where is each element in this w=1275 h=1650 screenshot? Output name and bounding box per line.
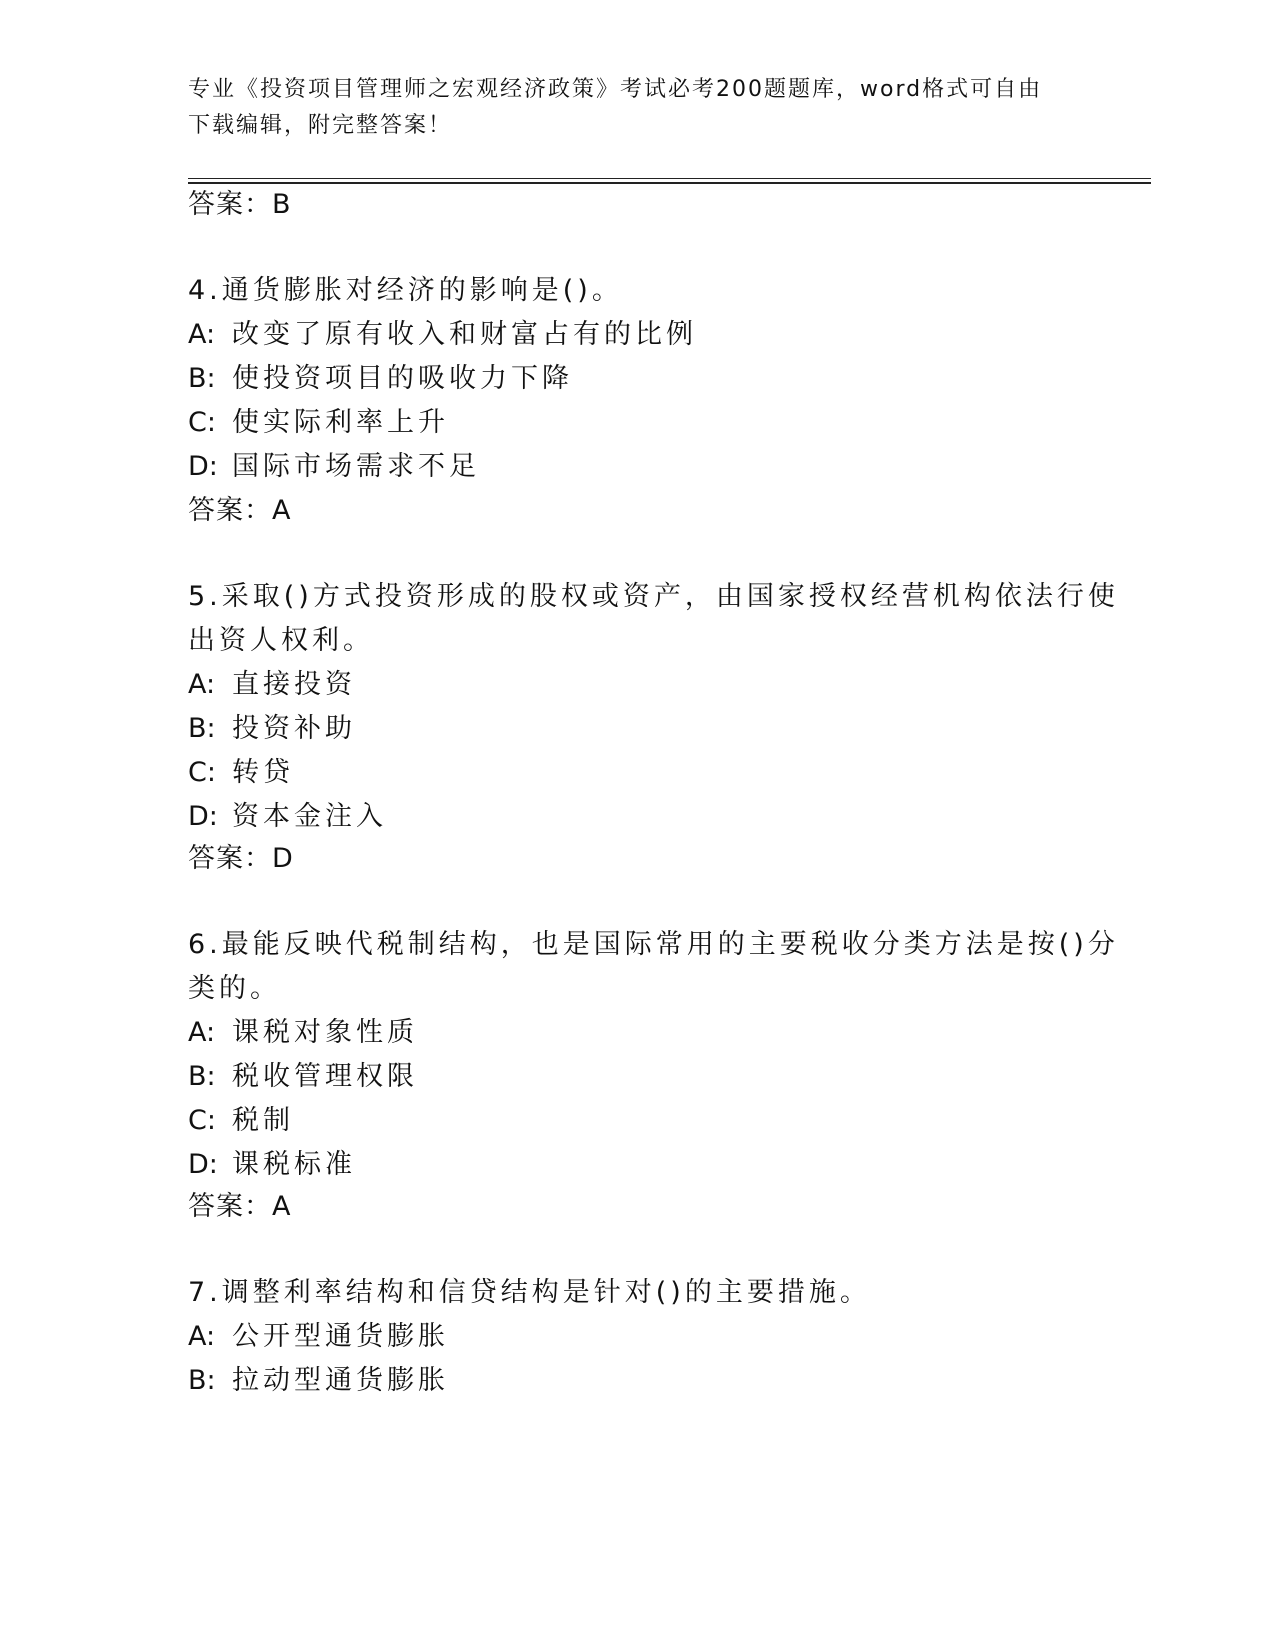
question-6-option-c <box>188 1104 294 1138</box>
question-6-answer: 答案：A <box>188 1191 292 1222</box>
option-label: C: <box>188 1105 216 1136</box>
question-5-option-d <box>188 800 387 834</box>
option-text: 资本金注入 <box>232 801 387 832</box>
option-text: 拉动型通货膨胀 <box>232 1365 449 1396</box>
option-label: A: <box>188 1017 216 1048</box>
option-label: D: <box>188 451 218 482</box>
option-text: 转贷 <box>232 757 294 788</box>
header-divider-thick <box>188 182 1151 184</box>
question-4-option-b <box>188 362 573 396</box>
option-text: 投资补助 <box>232 713 356 744</box>
question-6-option-b <box>188 1060 418 1094</box>
question-6-option-d <box>188 1148 356 1182</box>
question-7-stem: 7.调整利率结构和信贷结构是针对()的主要措施。 <box>188 1277 871 1308</box>
option-text: 使实际利率上升 <box>232 407 449 438</box>
option-text: 直接投资 <box>232 669 356 700</box>
question-7-option-a <box>188 1320 449 1354</box>
option-label: A: <box>188 319 216 350</box>
question-6-stem-line-1: 6.最能反映代税制结构，也是国际常用的主要税收分类方法是按()分 <box>188 929 1119 960</box>
question-7-option-b <box>188 1364 449 1398</box>
option-label: B: <box>188 1365 216 1396</box>
question-4-option-a <box>188 318 697 352</box>
option-label: C: <box>188 757 216 788</box>
option-label: D: <box>188 1149 218 1180</box>
question-5-option-c <box>188 756 294 790</box>
option-text: 课税对象性质 <box>232 1017 418 1048</box>
answer-prev: 答案：B <box>188 189 292 220</box>
option-text: 使投资项目的吸收力下降 <box>232 363 573 394</box>
option-label: B: <box>188 363 216 394</box>
option-label: D: <box>188 801 218 832</box>
question-5-option-b <box>188 712 356 746</box>
option-label: B: <box>188 1061 216 1092</box>
option-label: B: <box>188 713 216 744</box>
option-label: A: <box>188 669 216 700</box>
question-4-answer: 答案：A <box>188 495 292 526</box>
question-5-answer: 答案：D <box>188 843 294 874</box>
header-line-2: 下载编辑，附完整答案！ <box>188 113 453 138</box>
question-5-stem-line-2: 出资人权利。 <box>188 625 374 656</box>
option-text: 课税标准 <box>232 1149 356 1180</box>
header-line-1: 专业《投资项目管理师之宏观经济政策》考试必考200题题库，word格式可自由 <box>188 77 1043 102</box>
option-text: 税制 <box>232 1105 294 1136</box>
option-text: 税收管理权限 <box>232 1061 418 1092</box>
header-divider-thin <box>188 178 1151 179</box>
question-5-stem-line-1: 5.采取()方式投资形成的股权或资产，由国家授权经营机构依法行使 <box>188 581 1119 612</box>
option-text: 公开型通货膨胀 <box>232 1321 449 1352</box>
option-label: A: <box>188 1321 216 1352</box>
question-6-stem-line-2: 类的。 <box>188 973 281 1004</box>
question-4-option-d <box>188 450 480 484</box>
question-4-stem: 4.通货膨胀对经济的影响是()。 <box>188 275 623 306</box>
question-6-option-a <box>188 1016 418 1050</box>
document-header <box>188 72 1068 144</box>
option-text: 国际市场需求不足 <box>232 451 480 482</box>
question-4-option-c <box>188 406 449 440</box>
option-label: C: <box>188 407 216 438</box>
question-5-option-a <box>188 668 356 702</box>
option-text: 改变了原有收入和财富占有的比例 <box>232 319 697 350</box>
